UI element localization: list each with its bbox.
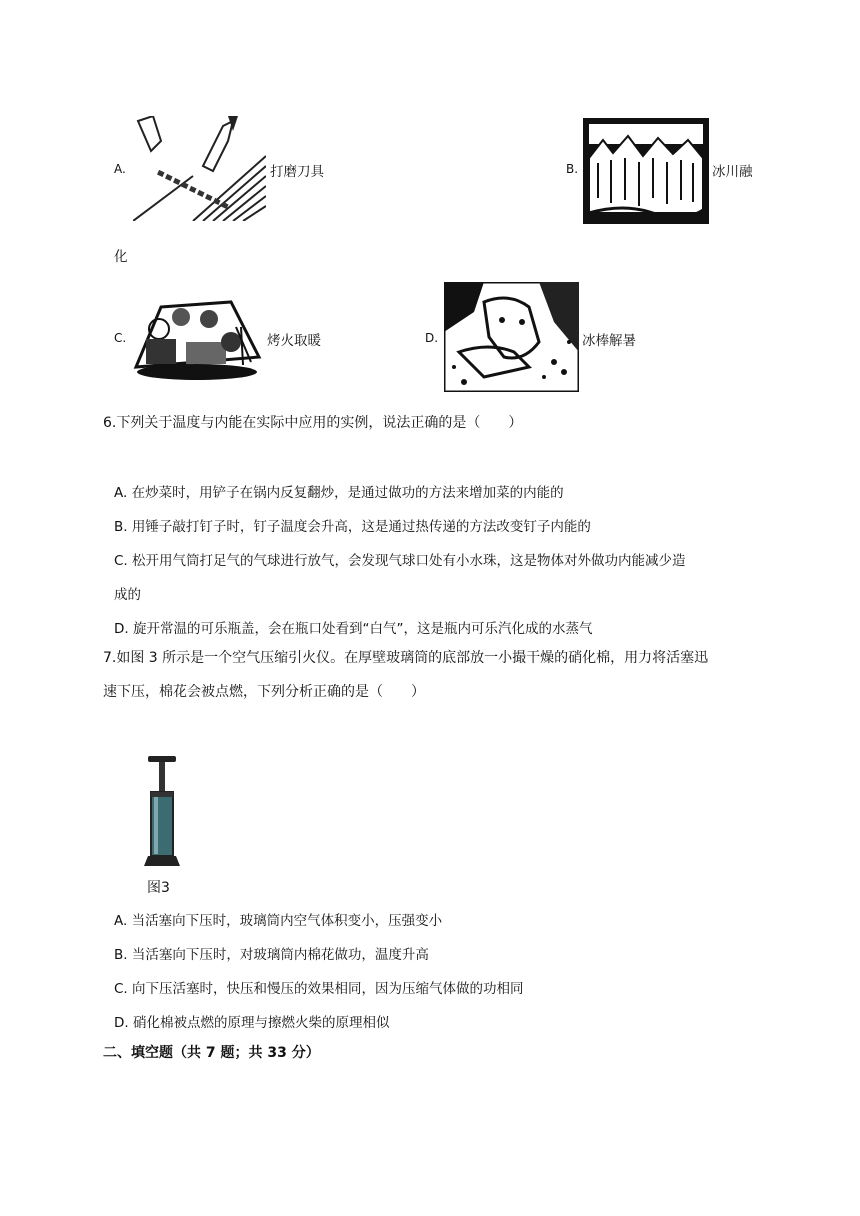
section-2-heading: 二、填空题（共 7 题；共 33 分）: [103, 1045, 320, 1061]
option-letter-d: D.: [425, 331, 439, 345]
option-text-d: 冰棒解暑: [582, 333, 636, 349]
campfire-warming-image: [131, 297, 264, 383]
q6-option-c-continuation: 成的: [114, 587, 141, 603]
glacier-melting-image: [583, 118, 709, 224]
popsicle-cooling-image: [444, 282, 579, 392]
figure-3-caption: 图3: [147, 880, 170, 896]
question-7-stem-line2: 速下压，棉花会被点燃，下列分析正确的是（ ）: [103, 684, 425, 700]
q6-option-d: D. 旋开常温的可乐瓶盖，会在瓶口处看到“白气”，这是瓶内可乐汽化成的水蒸气: [114, 621, 593, 637]
q6-option-b: B. 用锤子敲打钉子时，钉子温度会升高，这是通过热传递的方法改变钉子内能的: [114, 519, 591, 535]
q7-option-a: A. 当活塞向下压时，玻璃筒内空气体积变小，压强变小: [114, 913, 443, 929]
knife-sharpening-image: [133, 116, 266, 221]
q7-option-b: B. 当活塞向下压时，对玻璃筒内棉花做功，温度升高: [114, 947, 429, 963]
q7-option-d: D. 硝化棉被点燃的原理与擦燃火柴的原理相似: [114, 1015, 390, 1031]
option-letter-c: C.: [114, 331, 127, 345]
option-text-b: 冰川融: [712, 164, 753, 180]
q6-option-c: C. 松开用气筒打足气的气球进行放气，会发现气球口处有小水珠，这是物体对外做功内能减少造: [114, 553, 686, 569]
option-letter-a: A.: [114, 162, 126, 176]
q6-option-a: A. 在炒菜时，用铲子在锅内反复翻炒，是通过做功的方法来增加菜的内能的: [114, 485, 564, 501]
air-compression-igniter-image: [140, 754, 184, 870]
question-6-stem: 6.下列关于温度与内能在实际中应用的实例，说法正确的是（ ）: [103, 415, 523, 431]
option-letter-b: B.: [566, 162, 579, 176]
option-b-continuation: 化: [114, 249, 128, 265]
option-text-c: 烤火取暖: [267, 333, 321, 349]
q7-option-c: C. 向下压活塞时，快压和慢压的效果相同，因为压缩气体做的功相同: [114, 981, 524, 997]
question-7-stem-line1: 7.如图 3 所示是一个空气压缩引火仪。在厚壁玻璃筒的底部放一小撮干燥的硝化棉，用力将活塞迅: [103, 650, 709, 666]
option-text-a: 打磨刀具: [270, 164, 324, 180]
